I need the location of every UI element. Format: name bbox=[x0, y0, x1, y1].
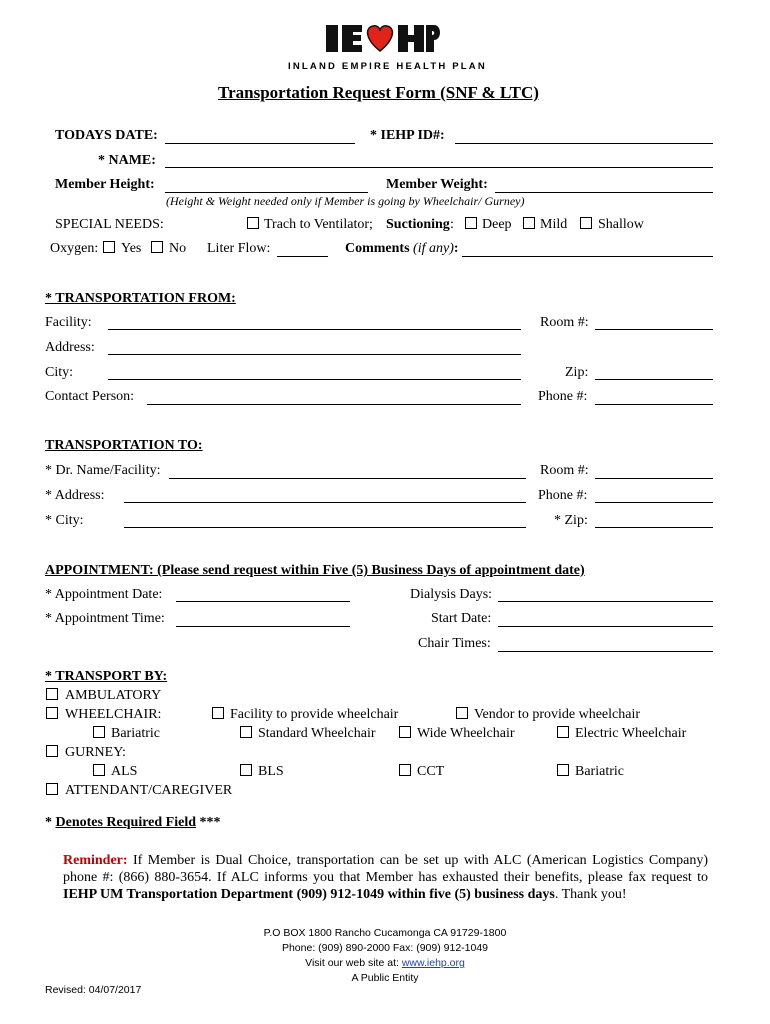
appointment-date-label: * Appointment Date: bbox=[45, 587, 163, 602]
gurney-label: GURNEY: bbox=[65, 745, 126, 760]
cct-label: CCT bbox=[417, 764, 445, 779]
contact-website bbox=[185, 956, 585, 971]
contact-address: P.O BOX 1800 Rancho Cucamonga CA 91729-1800 bbox=[263, 927, 507, 939]
wc-bariatric-checkbox[interactable] bbox=[93, 726, 105, 738]
to-zip-field[interactable] bbox=[595, 527, 713, 528]
height-weight-note: (Height & Weight needed only if Member is going by Wheelchair/ Gurney) bbox=[166, 194, 525, 208]
to-zip-label: * Zip: bbox=[554, 513, 588, 528]
todays-date-label: TODAYS DATE: bbox=[55, 128, 158, 143]
vendor-wheelchair-label: Vendor to provide wheelchair bbox=[474, 707, 640, 722]
required-note-stars: *** bbox=[196, 815, 221, 830]
logo bbox=[322, 18, 442, 58]
iehp-id-field[interactable] bbox=[455, 143, 713, 144]
vendor-wheelchair-checkbox[interactable] bbox=[456, 707, 468, 719]
chair-times-field[interactable] bbox=[498, 651, 713, 652]
revised-date: Revised: 04/07/2017 bbox=[45, 984, 142, 996]
comments-colon: : bbox=[453, 241, 459, 256]
appointment-date-field[interactable] bbox=[176, 601, 350, 602]
to-city-label: * City: bbox=[45, 513, 84, 528]
iehp-id-label: * IEHP ID#: bbox=[370, 128, 445, 143]
als-checkbox[interactable] bbox=[93, 764, 105, 776]
height-label: Member Height: bbox=[55, 177, 155, 192]
required-note-star: * bbox=[45, 815, 56, 830]
oxygen-yes-checkbox[interactable] bbox=[103, 241, 115, 253]
start-date-field[interactable] bbox=[498, 626, 713, 627]
from-address-field[interactable] bbox=[108, 354, 521, 355]
ambulatory-label: AMBULATORY bbox=[65, 688, 162, 703]
comments-word: Comments bbox=[345, 241, 410, 256]
weight-label: Member Weight: bbox=[386, 177, 488, 192]
to-phone-label: Phone #: bbox=[538, 488, 588, 503]
als-label: ALS bbox=[111, 764, 138, 779]
comments-label bbox=[345, 242, 459, 256]
standard-wheelchair-checkbox[interactable] bbox=[240, 726, 252, 738]
comments-field[interactable] bbox=[462, 256, 713, 257]
deep-checkbox[interactable] bbox=[465, 217, 477, 229]
wheelchair-label: WHEELCHAIR: bbox=[65, 707, 162, 722]
transport-heading: * TRANSPORT BY: bbox=[45, 669, 168, 684]
reminder-paragraph bbox=[63, 852, 708, 903]
from-zip-label: Zip: bbox=[565, 365, 589, 380]
liter-flow-label: Liter Flow: bbox=[207, 241, 271, 256]
name-label: * NAME: bbox=[98, 153, 156, 168]
to-address-label: * Address: bbox=[45, 488, 105, 503]
special-needs-label: SPECIAL NEEDS: bbox=[55, 217, 164, 232]
from-facility-field[interactable] bbox=[108, 329, 521, 330]
comments-if-any: (if any) bbox=[413, 241, 454, 256]
wc-bariatric-label: Bariatric bbox=[111, 726, 160, 741]
iehp-logo-graphic bbox=[322, 18, 442, 58]
reminder-label: Reminder: bbox=[63, 853, 128, 868]
to-room-field[interactable] bbox=[595, 478, 713, 479]
required-note bbox=[45, 816, 221, 830]
bls-checkbox[interactable] bbox=[240, 764, 252, 776]
trach-checkbox[interactable] bbox=[247, 217, 259, 229]
bls-label: BLS bbox=[258, 764, 284, 779]
dialysis-days-field[interactable] bbox=[498, 601, 713, 602]
to-heading: TRANSPORTATION TO: bbox=[45, 438, 203, 453]
to-city-field[interactable] bbox=[124, 527, 526, 528]
trach-label: Trach to Ventilator; bbox=[264, 217, 373, 232]
to-dr-field[interactable] bbox=[169, 478, 526, 479]
website-label: Visit our web site at: bbox=[305, 957, 402, 969]
to-address-field[interactable] bbox=[124, 502, 526, 503]
electric-wheelchair-checkbox[interactable] bbox=[557, 726, 569, 738]
from-phone-label: Phone #: bbox=[538, 389, 588, 404]
height-field[interactable] bbox=[165, 192, 368, 193]
from-room-label: Room #: bbox=[540, 315, 589, 330]
oxygen-no-label: No bbox=[169, 241, 187, 256]
reminder-text-2: . Thank you! bbox=[554, 887, 627, 902]
required-note-text: Denotes Required Field bbox=[55, 815, 197, 830]
standard-wheelchair-label: Standard Wheelchair bbox=[258, 726, 376, 741]
page-title: Transportation Request Form (SNF & LTC) bbox=[218, 83, 539, 102]
appointment-time-field[interactable] bbox=[176, 626, 350, 627]
plan-name: INLAND EMPIRE HEALTH PLAN bbox=[288, 61, 487, 72]
attendant-label: ATTENDANT/CAREGIVER bbox=[65, 783, 233, 798]
suctioning-colon: : bbox=[450, 217, 454, 232]
shallow-checkbox[interactable] bbox=[580, 217, 592, 229]
mild-checkbox[interactable] bbox=[523, 217, 535, 229]
gurney-bariatric-label: Bariatric bbox=[575, 764, 624, 779]
from-contact-field[interactable] bbox=[147, 404, 521, 405]
todays-date-field[interactable] bbox=[165, 143, 355, 144]
cct-checkbox[interactable] bbox=[399, 764, 411, 776]
contact-phones: Phone: (909) 890-2000 Fax: (909) 912-1049 bbox=[281, 942, 489, 954]
gurney-bariatric-checkbox[interactable] bbox=[557, 764, 569, 776]
from-phone-field[interactable] bbox=[595, 404, 713, 405]
wide-wheelchair-checkbox[interactable] bbox=[399, 726, 411, 738]
weight-field[interactable] bbox=[495, 192, 713, 193]
chair-times-label: Chair Times: bbox=[418, 636, 491, 651]
liter-flow-field[interactable] bbox=[277, 256, 328, 257]
suctioning-label: Suctioning bbox=[386, 217, 450, 232]
website-link[interactable]: www.iehp.org bbox=[401, 957, 465, 969]
mild-label: Mild bbox=[540, 217, 568, 232]
reminder-fax-info: IEHP UM Transportation Department (909) 912-1049 within five (5) business days bbox=[63, 887, 555, 902]
deep-label: Deep bbox=[482, 217, 512, 232]
reminder-text-1: If Member is Dual Choice, transportation can be set up with ALC (American Logistics Company) phone #: (866) 880-3654. If ALC informs you that Member has exhausted their benefits, please fax request to bbox=[63, 853, 708, 885]
wide-wheelchair-label: Wide Wheelchair bbox=[417, 726, 515, 741]
ambulatory-checkbox[interactable] bbox=[46, 688, 58, 700]
appointment-time-label: * Appointment Time: bbox=[45, 611, 165, 626]
facility-wheelchair-checkbox[interactable] bbox=[212, 707, 224, 719]
gurney-checkbox[interactable] bbox=[46, 745, 58, 757]
dialysis-days-label: Dialysis Days: bbox=[410, 587, 493, 602]
wheelchair-checkbox[interactable] bbox=[46, 707, 58, 719]
attendant-checkbox[interactable] bbox=[46, 783, 58, 795]
to-phone-field[interactable] bbox=[595, 502, 713, 503]
from-heading: * TRANSPORTATION FROM: bbox=[45, 291, 236, 306]
from-city-field[interactable] bbox=[108, 379, 521, 380]
public-entity: A Public Entity bbox=[351, 972, 419, 984]
from-contact-label: Contact Person: bbox=[45, 389, 135, 404]
oxygen-no-checkbox[interactable] bbox=[151, 241, 163, 253]
from-zip-field[interactable] bbox=[595, 379, 713, 380]
oxygen-label: Oxygen: bbox=[50, 241, 99, 256]
oxygen-yes-label: Yes bbox=[121, 241, 142, 256]
contact-block bbox=[185, 926, 585, 986]
from-room-field[interactable] bbox=[595, 329, 713, 330]
electric-wheelchair-label: Electric Wheelchair bbox=[575, 726, 687, 741]
appointment-heading: APPOINTMENT: (Please send request within Five (5) Business Days of appointment date) bbox=[45, 563, 585, 578]
from-address-label: Address: bbox=[45, 340, 95, 355]
name-field[interactable] bbox=[165, 167, 713, 168]
start-date-label: Start Date: bbox=[431, 611, 492, 626]
to-dr-label: * Dr. Name/Facility: bbox=[45, 463, 161, 478]
shallow-label: Shallow bbox=[598, 217, 644, 232]
from-city-label: City: bbox=[45, 365, 74, 380]
facility-wheelchair-label: Facility to provide wheelchair bbox=[230, 707, 399, 722]
to-room-label: Room #: bbox=[540, 463, 589, 478]
from-facility-label: Facility: bbox=[45, 315, 92, 330]
